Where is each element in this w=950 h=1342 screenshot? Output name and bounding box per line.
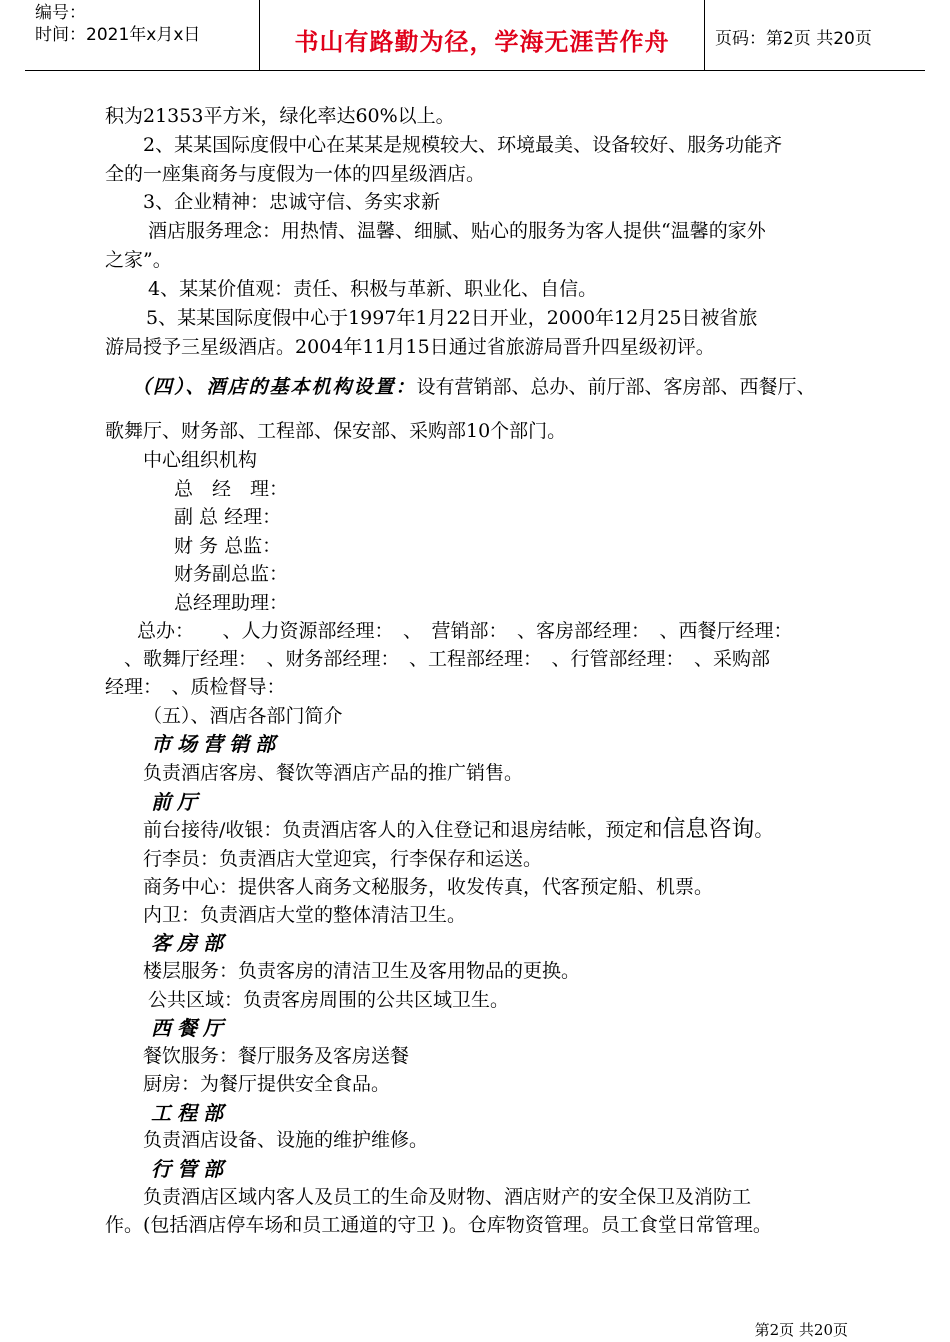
slogan: 书山有路勤为径，学海无涯苦作舟 <box>294 27 670 56</box>
dept-heading: 前厅 <box>151 790 203 814</box>
dept-text: 负责酒店设备、设施的维护维修。 <box>143 1129 429 1151</box>
paragraph-line: 积为21353平方米，绿化率达60%以上。 <box>105 105 455 127</box>
dept-text: 厨房：为餐厅提供安全食品。 <box>143 1073 391 1095</box>
org-item: 总经理助理： <box>174 592 289 614</box>
dept-heading: 客房部 <box>151 931 229 955</box>
dept-text: 负责酒店区域内客人及员工的生命及财物、酒店财产的安全保卫及消防工 <box>143 1186 752 1208</box>
dept-text: 作。(包括酒店停车场和员工通道的守卫 )。仓库物资管理。员工食堂日常管理。 <box>105 1214 772 1236</box>
paragraph-line: 之家”。 <box>105 249 172 271</box>
dept-text: 负责酒店客房、餐饮等酒店产品的推广销售。 <box>143 762 524 784</box>
dept-text-part: 前台接待/收银：负责酒店客人的入住登记和退房结帐，预定和 <box>143 819 663 841</box>
dept-text-part: 。 <box>754 819 774 841</box>
paragraph-line: 全的一座集商务与度假为一体的四星级酒店。 <box>105 163 486 185</box>
org-title: 中心组织机构 <box>143 449 258 471</box>
section-4-title: （四）、酒店的基本机构设置： <box>132 376 417 398</box>
paragraph-line: 酒店服务理念：用热情、温馨、细腻、贴心的服务为客人提供“温馨的家外 <box>148 220 766 242</box>
dept-text: 餐饮服务：餐厅服务及客房送餐 <box>143 1045 410 1067</box>
managers-line: 、歌舞厅经理： 、财务部经理： 、工程部经理： 、行管部经理： 、采购部 <box>124 648 771 670</box>
dept-heading: 市场营销部 <box>151 732 281 756</box>
paragraph-line: 5、某某国际度假中心于1997年1月22日开业，2000年12月25日被省旅 <box>146 307 758 329</box>
header-page-cell <box>705 0 925 70</box>
dept-text <box>143 815 773 844</box>
managers-line: 总办： 、人力资源部经理： 、 营销部： 、客房部经理： 、西餐厅经理： <box>137 620 793 642</box>
section-5-title: （五）、酒店各部门简介 <box>143 705 343 727</box>
dept-text: 行李员：负责酒店大堂迎宾，行李保存和运送。 <box>143 848 543 870</box>
dept-heading: 西餐厅 <box>151 1016 229 1040</box>
org-item: 财 务 总监： <box>174 535 282 557</box>
dept-text-large: 信息咨询 <box>662 816 755 842</box>
doc-time: 时间：2021年x月x日 <box>35 25 201 45</box>
dept-heading: 工程部 <box>151 1101 229 1125</box>
dept-heading: 行管部 <box>151 1157 229 1181</box>
paragraph-line: 3、企业精神：忠诚守信、务实求新 <box>143 191 441 213</box>
paragraph-line: 游局授予三星级酒店。2004年11月15日通过省旅游局晋升四星级初评。 <box>105 336 715 358</box>
paragraph-line: 歌舞厅、财务部、工程部、保安部、采购部10个部门。 <box>105 420 567 442</box>
header-slogan-cell <box>260 0 705 70</box>
paragraph-line: 2、某某国际度假中心在某某是规模较大、环境最美、设备较好、服务功能齐 <box>143 134 783 156</box>
dept-text: 楼层服务：负责客房的清洁卫生及客用物品的更换。 <box>143 960 581 982</box>
dept-text: 商务中心：提供客人商务文秘服务，收发传真，代客预定船、机票。 <box>143 876 714 898</box>
header-page-number: 页码：第2页 共20页 <box>715 29 872 49</box>
section-4-line <box>132 373 816 401</box>
section-4-text: 设有营销部、总办、前厅部、客房部、西餐厅、 <box>416 376 816 398</box>
paragraph-line: 4、某某价值观：责任、积极与革新、职业化、自信。 <box>148 278 598 300</box>
header-meta-cell <box>25 0 260 70</box>
org-item: 副 总 经理： <box>174 506 282 528</box>
org-item: 总 经 理： <box>174 478 289 500</box>
dept-text: 公共区域：负责客房周围的公共区域卫生。 <box>148 989 510 1011</box>
page-header <box>25 0 925 71</box>
dept-text: 内卫：负责酒店大堂的整体清洁卫生。 <box>143 904 467 926</box>
org-item: 财务副总监： <box>174 563 289 585</box>
footer-page-number: 第2页 共20页 <box>754 1321 848 1339</box>
doc-number: 编号： <box>35 3 86 23</box>
managers-line: 经理： 、质检督导： <box>105 676 286 698</box>
